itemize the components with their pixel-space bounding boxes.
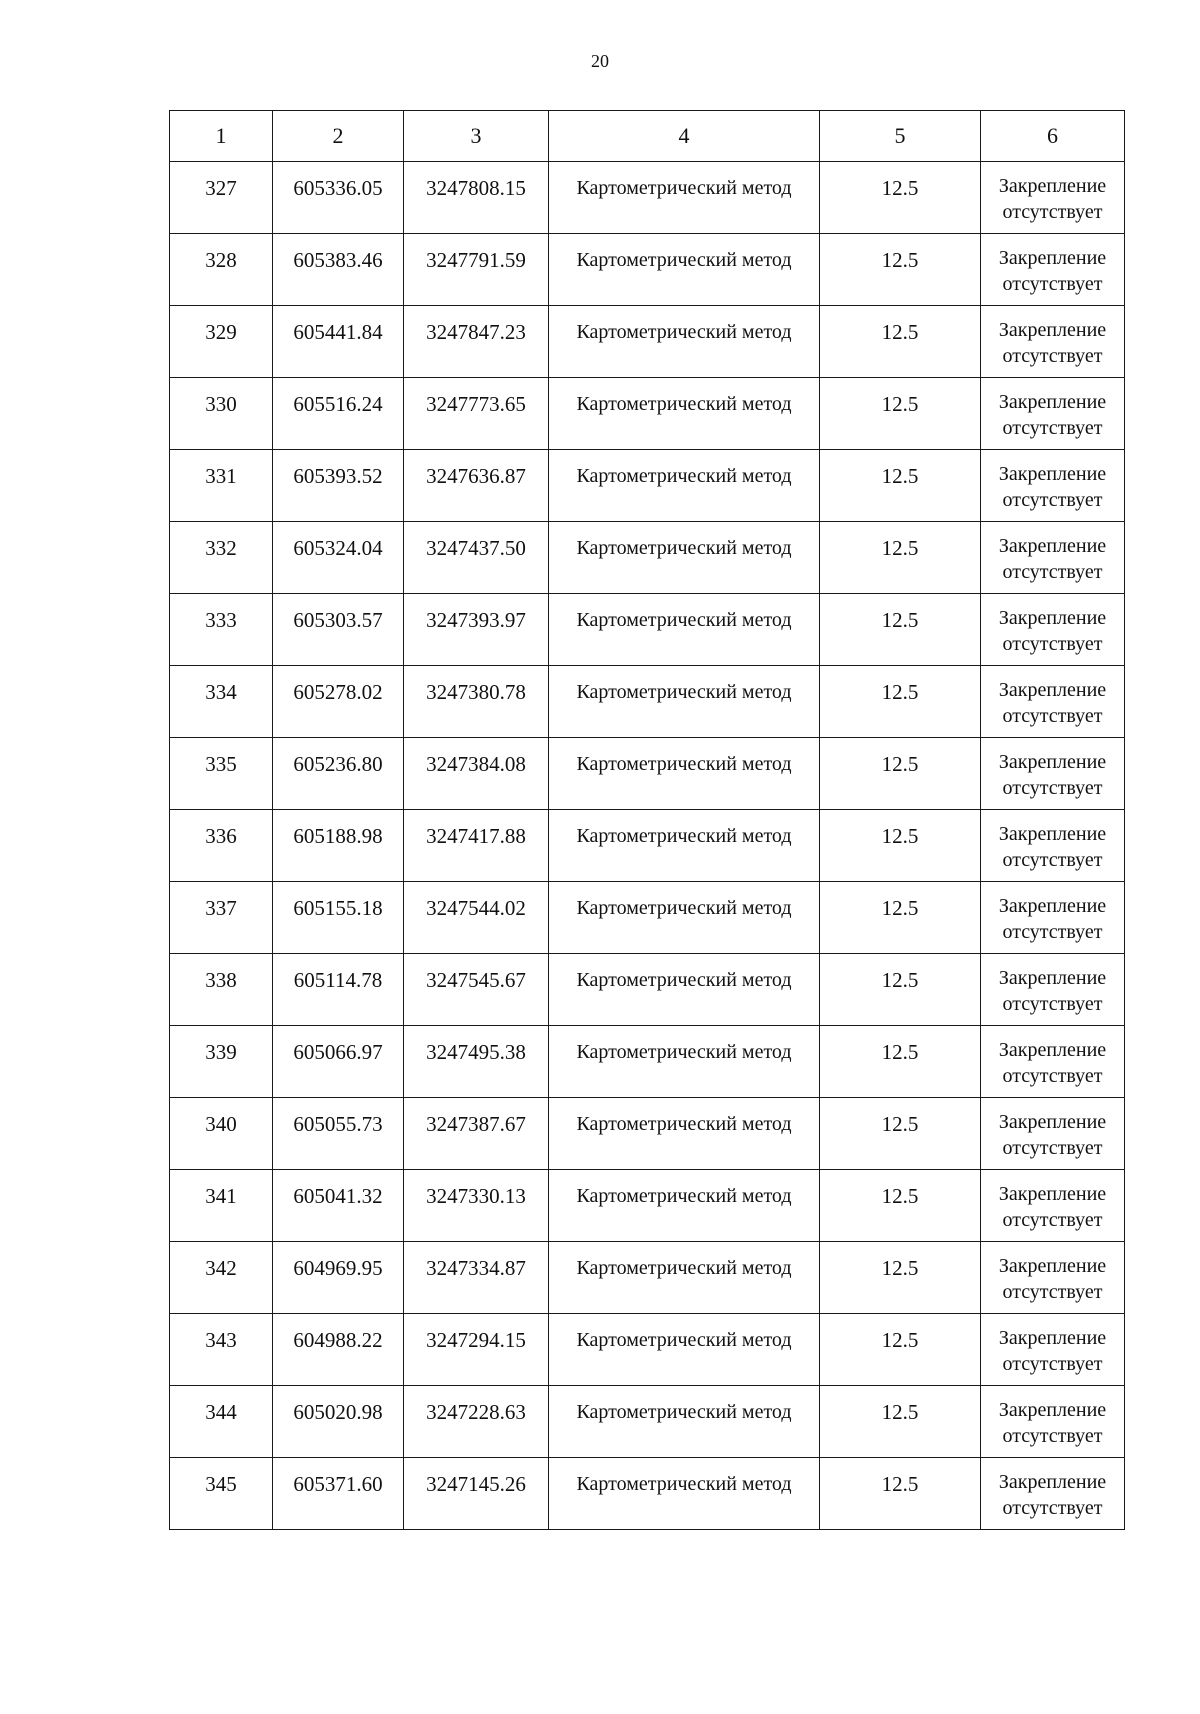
column-header-6: 6 (981, 111, 1125, 162)
cell-precision: 12.5 (820, 1386, 981, 1458)
cell-coordinate-y: 3247380.78 (404, 666, 549, 738)
cell-fixation-status: Закрепление отсутствует (981, 882, 1125, 954)
cell-fixation-status: Закрепление отсутствует (981, 306, 1125, 378)
cell-precision: 12.5 (820, 954, 981, 1026)
cell-method: Картометрический метод (549, 378, 820, 450)
table-row (170, 450, 1125, 522)
coordinates-table (169, 110, 1125, 1530)
cell-point-number: 337 (170, 882, 273, 954)
table-row (170, 162, 1125, 234)
cell-point-number: 330 (170, 378, 273, 450)
table-row (170, 522, 1125, 594)
cell-coordinate-x: 605155.18 (273, 882, 404, 954)
cell-coordinate-y: 3247545.67 (404, 954, 549, 1026)
cell-precision: 12.5 (820, 234, 981, 306)
cell-coordinate-x: 605278.02 (273, 666, 404, 738)
table-row (170, 1170, 1125, 1242)
table-row (170, 1242, 1125, 1314)
cell-coordinate-x: 605371.60 (273, 1458, 404, 1530)
cell-method: Картометрический метод (549, 1026, 820, 1098)
cell-coordinate-y: 3247437.50 (404, 522, 549, 594)
cell-coordinate-x: 605393.52 (273, 450, 404, 522)
cell-coordinate-y: 3247495.38 (404, 1026, 549, 1098)
cell-precision: 12.5 (820, 1314, 981, 1386)
cell-coordinate-y: 3247145.26 (404, 1458, 549, 1530)
cell-point-number: 331 (170, 450, 273, 522)
cell-method: Картометрический метод (549, 666, 820, 738)
cell-precision: 12.5 (820, 666, 981, 738)
cell-fixation-status: Закрепление отсутствует (981, 1386, 1125, 1458)
cell-fixation-status: Закрепление отсутствует (981, 162, 1125, 234)
cell-coordinate-x: 605055.73 (273, 1098, 404, 1170)
cell-method: Картометрический метод (549, 594, 820, 666)
cell-point-number: 342 (170, 1242, 273, 1314)
cell-coordinate-y: 3247384.08 (404, 738, 549, 810)
cell-point-number: 344 (170, 1386, 273, 1458)
table-row (170, 882, 1125, 954)
cell-precision: 12.5 (820, 594, 981, 666)
column-header-3: 3 (404, 111, 549, 162)
cell-coordinate-x: 605441.84 (273, 306, 404, 378)
cell-coordinate-x: 605114.78 (273, 954, 404, 1026)
cell-coordinate-y: 3247393.97 (404, 594, 549, 666)
cell-fixation-status: Закрепление отсутствует (981, 810, 1125, 882)
cell-point-number: 343 (170, 1314, 273, 1386)
cell-fixation-status: Закрепление отсутствует (981, 522, 1125, 594)
cell-method: Картометрический метод (549, 738, 820, 810)
cell-coordinate-y: 3247387.67 (404, 1098, 549, 1170)
table-row (170, 1098, 1125, 1170)
cell-fixation-status: Закрепление отсутствует (981, 1026, 1125, 1098)
cell-point-number: 332 (170, 522, 273, 594)
cell-precision: 12.5 (820, 738, 981, 810)
cell-fixation-status: Закрепление отсутствует (981, 666, 1125, 738)
column-header-4: 4 (549, 111, 820, 162)
table-row (170, 810, 1125, 882)
cell-precision: 12.5 (820, 1458, 981, 1530)
cell-coordinate-x: 605516.24 (273, 378, 404, 450)
cell-method: Картометрический метод (549, 234, 820, 306)
cell-coordinate-y: 3247330.13 (404, 1170, 549, 1242)
cell-precision: 12.5 (820, 522, 981, 594)
cell-fixation-status: Закрепление отсутствует (981, 450, 1125, 522)
cell-coordinate-y: 3247636.87 (404, 450, 549, 522)
cell-method: Картометрический метод (549, 1098, 820, 1170)
table-header (170, 111, 1125, 162)
cell-precision: 12.5 (820, 810, 981, 882)
cell-coordinate-y: 3247544.02 (404, 882, 549, 954)
table-row (170, 378, 1125, 450)
cell-coordinate-x: 605066.97 (273, 1026, 404, 1098)
table-body (170, 162, 1125, 1530)
cell-coordinate-y: 3247417.88 (404, 810, 549, 882)
cell-precision: 12.5 (820, 1026, 981, 1098)
cell-precision: 12.5 (820, 1098, 981, 1170)
cell-method: Картометрический метод (549, 162, 820, 234)
cell-precision: 12.5 (820, 1170, 981, 1242)
cell-coordinate-y: 3247791.59 (404, 234, 549, 306)
cell-fixation-status: Закрепление отсутствует (981, 738, 1125, 810)
cell-fixation-status: Закрепление отсутствует (981, 1242, 1125, 1314)
cell-point-number: 340 (170, 1098, 273, 1170)
table-row (170, 594, 1125, 666)
cell-point-number: 333 (170, 594, 273, 666)
cell-method: Картометрический метод (549, 522, 820, 594)
cell-point-number: 338 (170, 954, 273, 1026)
cell-coordinate-y: 3247808.15 (404, 162, 549, 234)
cell-point-number: 339 (170, 1026, 273, 1098)
cell-method: Картометрический метод (549, 954, 820, 1026)
table-row (170, 738, 1125, 810)
cell-coordinate-x: 605236.80 (273, 738, 404, 810)
cell-coordinate-y: 3247228.63 (404, 1386, 549, 1458)
header-row (170, 111, 1125, 162)
table-row (170, 666, 1125, 738)
cell-fixation-status: Закрепление отсутствует (981, 1098, 1125, 1170)
cell-coordinate-x: 604988.22 (273, 1314, 404, 1386)
cell-method: Картометрический метод (549, 1170, 820, 1242)
cell-fixation-status: Закрепление отсутствует (981, 1458, 1125, 1530)
cell-fixation-status: Закрепление отсутствует (981, 594, 1125, 666)
table-row (170, 1458, 1125, 1530)
cell-method: Картометрический метод (549, 306, 820, 378)
cell-precision: 12.5 (820, 882, 981, 954)
table-row (170, 1026, 1125, 1098)
cell-fixation-status: Закрепление отсутствует (981, 378, 1125, 450)
column-header-5: 5 (820, 111, 981, 162)
cell-coordinate-x: 605303.57 (273, 594, 404, 666)
cell-method: Картометрический метод (549, 1314, 820, 1386)
cell-precision: 12.5 (820, 378, 981, 450)
cell-precision: 12.5 (820, 162, 981, 234)
cell-precision: 12.5 (820, 1242, 981, 1314)
column-header-2: 2 (273, 111, 404, 162)
cell-method: Картометрический метод (549, 1386, 820, 1458)
cell-point-number: 328 (170, 234, 273, 306)
cell-coordinate-y: 3247294.15 (404, 1314, 549, 1386)
cell-fixation-status: Закрепление отсутствует (981, 1314, 1125, 1386)
cell-point-number: 345 (170, 1458, 273, 1530)
cell-method: Картометрический метод (549, 810, 820, 882)
cell-coordinate-x: 605324.04 (273, 522, 404, 594)
cell-method: Картометрический метод (549, 450, 820, 522)
table-row (170, 1386, 1125, 1458)
cell-coordinate-y: 3247334.87 (404, 1242, 549, 1314)
cell-method: Картометрический метод (549, 1242, 820, 1314)
table-row (170, 954, 1125, 1026)
cell-point-number: 327 (170, 162, 273, 234)
cell-precision: 12.5 (820, 450, 981, 522)
cell-coordinate-x: 605188.98 (273, 810, 404, 882)
cell-coordinate-x: 605383.46 (273, 234, 404, 306)
page-number: 20 (591, 51, 609, 71)
cell-point-number: 329 (170, 306, 273, 378)
cell-coordinate-x: 605041.32 (273, 1170, 404, 1242)
table-row (170, 234, 1125, 306)
cell-point-number: 334 (170, 666, 273, 738)
cell-precision: 12.5 (820, 306, 981, 378)
cell-coordinate-x: 605336.05 (273, 162, 404, 234)
column-header-1: 1 (170, 111, 273, 162)
table-row (170, 1314, 1125, 1386)
cell-point-number: 341 (170, 1170, 273, 1242)
cell-fixation-status: Закрепление отсутствует (981, 954, 1125, 1026)
cell-method: Картометрический метод (549, 882, 820, 954)
cell-point-number: 335 (170, 738, 273, 810)
cell-fixation-status: Закрепление отсутствует (981, 234, 1125, 306)
cell-method: Картометрический метод (549, 1458, 820, 1530)
cell-coordinate-x: 604969.95 (273, 1242, 404, 1314)
cell-coordinate-y: 3247773.65 (404, 378, 549, 450)
cell-coordinate-x: 605020.98 (273, 1386, 404, 1458)
cell-fixation-status: Закрепление отсутствует (981, 1170, 1125, 1242)
cell-point-number: 336 (170, 810, 273, 882)
table-row (170, 306, 1125, 378)
cell-coordinate-y: 3247847.23 (404, 306, 549, 378)
